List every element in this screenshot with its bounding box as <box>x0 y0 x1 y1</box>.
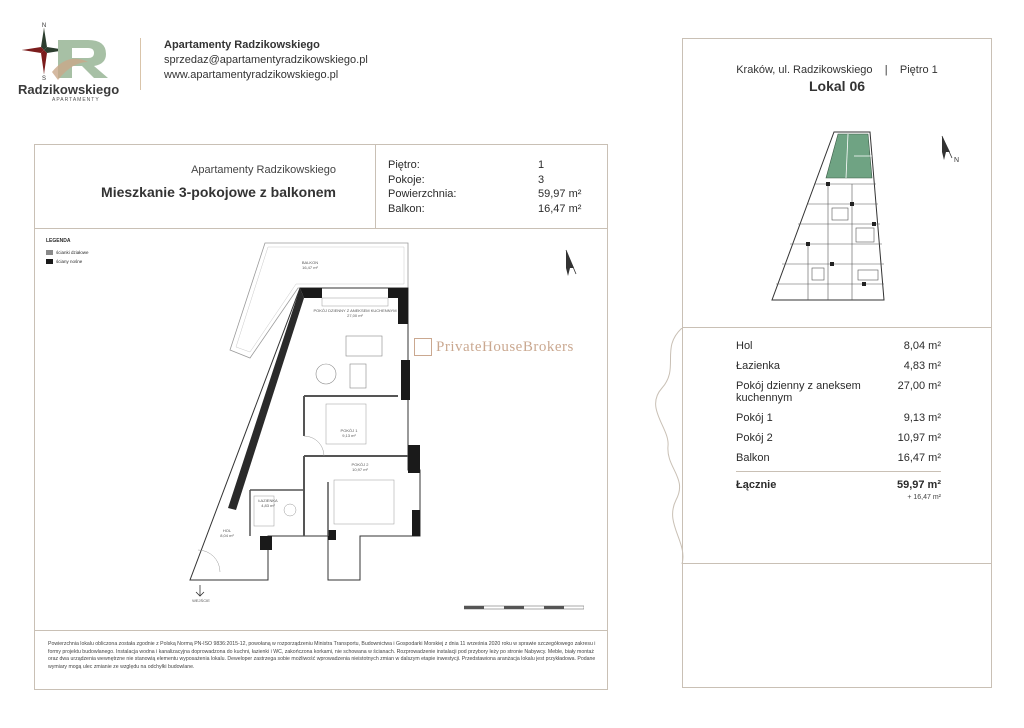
plan-room-area: 16,47 m² <box>302 265 318 270</box>
plan-room-name: HOL <box>222 528 232 533</box>
compass-s-letter: S <box>41 76 47 82</box>
compass-n-letter: N <box>41 23 47 29</box>
plan-room-name: POKÓJ 1 <box>340 428 358 433</box>
room-name: Balkon <box>736 452 770 464</box>
spec-row <box>388 173 581 188</box>
room-row <box>736 380 941 404</box>
brand-subtitle: APARTAMENTY <box>52 97 100 103</box>
card-subtitle: Apartamenty Radzikowskiego <box>191 164 336 176</box>
north-arrow-icon <box>558 246 588 282</box>
header-divider <box>140 38 141 90</box>
address-line <box>682 64 992 76</box>
contact-email[interactable]: sprzedaz@apartamentyradzikowskiego.pl <box>164 54 368 66</box>
card-header-vdivider <box>375 144 376 228</box>
watermark <box>414 338 574 356</box>
plan-room-area: 9,13 m² <box>342 433 356 438</box>
watermark-logo-icon <box>414 338 432 356</box>
floor-label: Piętro 1 <box>899 64 938 76</box>
summary-divider-bottom <box>682 563 992 564</box>
plan-room-pokoj1 <box>324 428 374 438</box>
legend-swatch <box>46 250 53 255</box>
plan-room-hol <box>212 528 242 538</box>
address: Kraków, ul. Radzikowskiego <box>736 64 873 76</box>
room-area: 9,13 m² <box>903 412 941 424</box>
room-area: 27,00 m² <box>897 380 941 392</box>
room-row <box>736 432 941 444</box>
room-area: 4,83 m² <box>903 360 941 372</box>
plan-room-name: ŁAZIENKA <box>258 498 278 503</box>
room-name: Pokój 2 <box>736 432 773 444</box>
entrance-label: WEJŚCIE <box>192 598 210 603</box>
plan-room-living <box>310 308 400 318</box>
spec-value: 16,47 m² <box>538 202 582 215</box>
spec-value: 1 <box>538 159 545 171</box>
room-name: Hol <box>736 340 753 352</box>
plan-room-name: POKÓJ DZIENNY Z ANEKSEM KUCHENNYM <box>313 308 397 313</box>
plan-room-name: BALKON <box>301 260 319 265</box>
room-row <box>736 452 941 464</box>
legend-swatch <box>46 259 53 264</box>
room-name: Łazienka <box>736 360 781 372</box>
total-label: Łącznie <box>736 479 777 491</box>
total-row <box>736 479 941 491</box>
building-keyplan <box>768 124 898 310</box>
room-name: Pokój dzienny z aneksem kuchennym <box>736 380 861 404</box>
legend-item <box>46 259 82 264</box>
plan-room-area: 10,97 m² <box>352 467 368 472</box>
room-area: 16,47 m² <box>897 452 941 464</box>
spec-label: Powierzchnia: <box>388 188 457 200</box>
plan-room-balkon <box>270 260 350 270</box>
plan-room-pokoj2 <box>330 462 390 472</box>
floor-plan <box>150 240 450 610</box>
svg-text:N: N <box>954 157 960 164</box>
room-row <box>736 360 941 372</box>
spec-label: Piętro: <box>388 159 420 171</box>
brand-logo <box>18 22 118 82</box>
card-footer-divider <box>34 630 608 631</box>
wavy-border-decoration <box>640 328 700 564</box>
contact-website[interactable]: www.apartamentyradzikowskiego.pl <box>164 69 339 81</box>
spec-row <box>388 158 581 173</box>
contact-block <box>164 38 368 83</box>
room-area: 8,04 m² <box>903 340 941 352</box>
legend-item <box>46 250 89 255</box>
card-title: Mieszkanie 3-pokojowe z balkonem <box>101 184 336 200</box>
summary-divider-total <box>736 471 941 472</box>
spec-row <box>388 187 581 202</box>
legend-title: LEGENDA <box>46 238 71 244</box>
spec-list <box>388 158 581 216</box>
room-area: 10,97 m² <box>897 432 941 444</box>
legend-label: ściany nośne <box>56 259 83 264</box>
contact-title: Apartamenty Radzikowskiego <box>164 39 320 51</box>
watermark-text: PrivateHouseBrokers <box>436 338 574 355</box>
room-row <box>736 340 941 352</box>
local-number: Lokal 06 <box>808 78 866 94</box>
spec-row <box>388 202 581 217</box>
card-header-divider <box>34 228 608 229</box>
summary-divider-top <box>682 327 992 328</box>
spec-label: Pokoje: <box>388 173 425 186</box>
legend-label: ścianki działowe <box>56 250 89 255</box>
plan-room-area: 8,04 m² <box>220 533 234 538</box>
brand-r-mark-icon <box>52 40 108 80</box>
plan-room-area: 4,83 m² <box>261 503 275 508</box>
address-separator: | <box>884 64 888 76</box>
plan-room-lazienka <box>248 498 288 508</box>
spec-value: 59,97 m² <box>538 188 582 200</box>
spec-label: Balkon: <box>388 202 425 215</box>
scale-bar <box>464 598 584 604</box>
footnote: Powierzchnia lokalu obliczona została zgodnie z Polską Normą PN-ISO 9836:2015-12, powołaną w rozporządzeniu Ministra Transportu, Budownictwa i Gospodarki Morskiej z dnia 11 września 2020 roku w sprawie szczegółowego zakresu i formy projektu budowlanego. Instalacja wodna i kanalizacyjna doprowadzona do kuchni, łazienki i WC, zakończona korkami, nie schowana w ścianach. Rozprowadzenie instalacji pod przybory leży po stronie Nabywcy. Meble, biały montaż oraz dwa urządzenia wewnętrzne nie stanowią elementu wyposażenia lokalu. Deweloper zastrzega sobie możliwość wprowadzenia nieistotnych zmian w dalszym etapie inwestycji. Przedstawiona aranżacja lokalu jest przykładowa. Podane wymiary mogą ulec zmianie ze względu na odchyłki budowlane. <box>48 641 596 670</box>
room-name: Pokój 1 <box>736 412 773 424</box>
brand-name: Radzikowskiego <box>18 82 120 97</box>
room-row <box>736 412 941 424</box>
total-extra: + 16,47 m² <box>907 494 941 501</box>
plan-room-name: POKÓJ 2 <box>351 462 369 467</box>
keyplan-north-arrow-icon <box>936 134 966 166</box>
room-list <box>736 340 941 472</box>
plan-room-area: 27,00 m² <box>347 313 363 318</box>
total-value: 59,97 m² <box>896 479 941 491</box>
spec-value: 3 <box>538 173 545 186</box>
